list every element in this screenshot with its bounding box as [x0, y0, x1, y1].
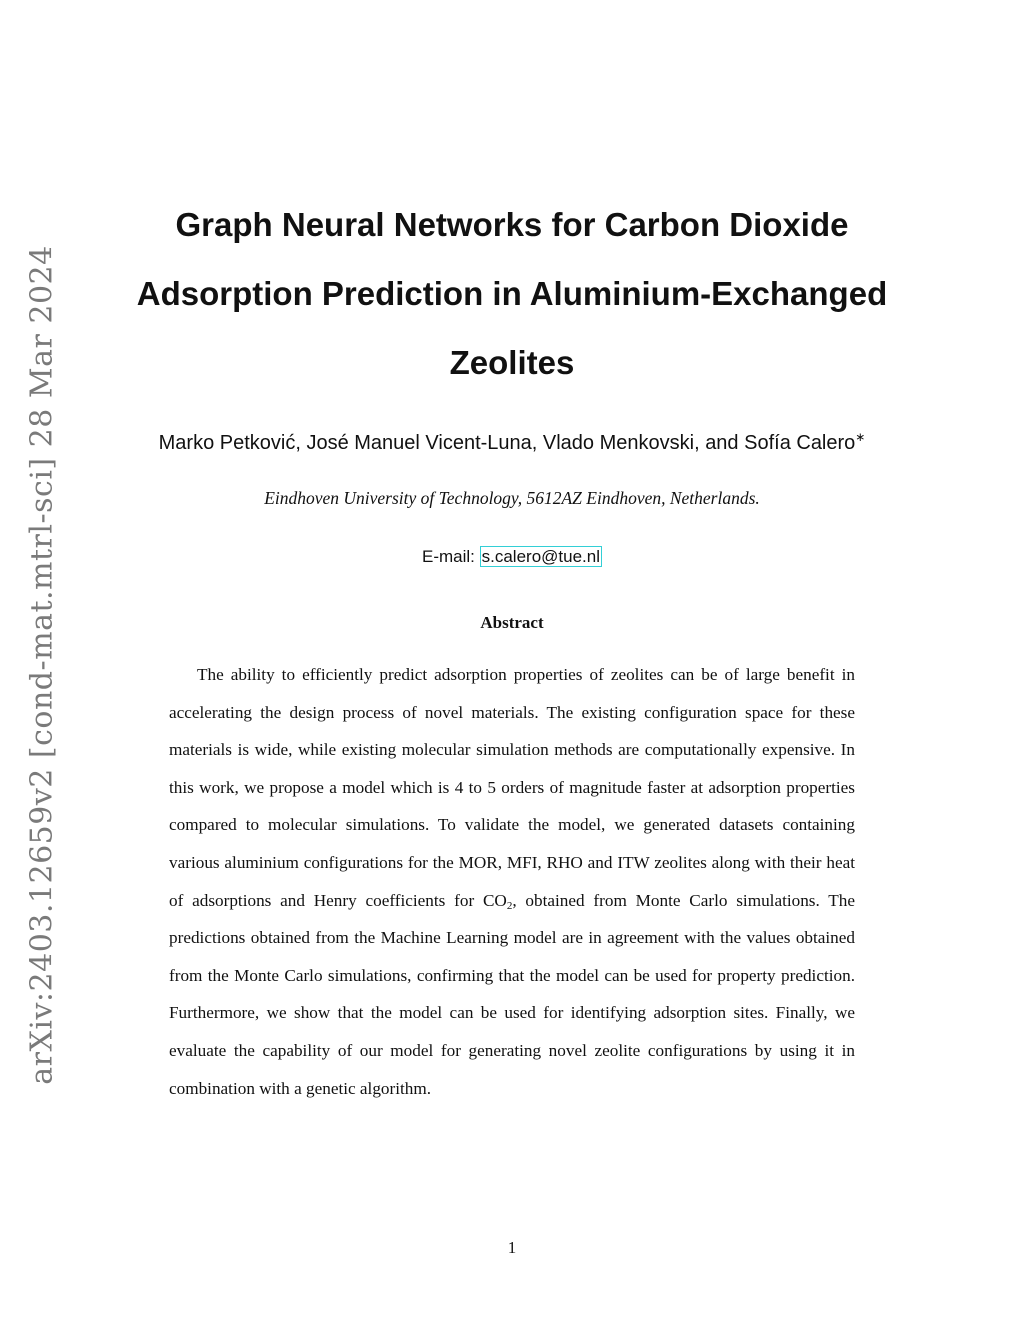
page-number: 1 — [507, 1238, 517, 1257]
email-line — [60, 544, 964, 570]
paper-title: Graph Neural Networks for Carbon Dioxide Adsorption Prediction in Aluminium-Exchanged Zeolites — [136, 206, 888, 381]
affiliation: Eindhoven University of Technology, 5612AZ Eindhoven, Netherlands. — [264, 488, 760, 508]
abstract-text-part-1: The ability to efficiently predict adsorption properties of zeolites can be of large benefit in accelerating the design process of novel materials. The existing configuration space for these materials is wide, while existing molecular simulation methods are computationally expensive. In this work, we propose a model which is 4 to 5 orders of magnitude faster at adsorption properties compared to molecular simulations. To validate the model, we generated datasets containing various aluminium configurations for the MOR, MFI, RHO and ITW zeolites along with their heat of adsorptions and Henry coefficients for CO — [169, 665, 855, 910]
abstract-heading: Abstract — [480, 613, 544, 632]
author-list — [60, 422, 964, 458]
corresponding-author-mark: ∗ — [855, 430, 866, 444]
email-label: E-mail: — [421, 547, 475, 566]
abstract-text-part-2: , obtained from Monte Carlo simulations. The predictions obtained from the Machine Learning model are in agreement with the values obtained from the Monte Carlo simulations, confirming that the model can be used for property prediction. Furthermore, we show that the model can be used for identifying adsorption sites. Finally, we evaluate the capability of our model for generating novel zeolite configurations by using it in combination with a genetic algorithm. — [169, 890, 855, 1098]
co2-subscript: 2 — [506, 899, 513, 912]
abstract-body — [169, 656, 855, 1107]
arxiv-identifier-stamp: arXiv:2403.12659v2 [cond-mat.mtrl-sci] 28 Mar 2024 — [24, 245, 60, 1085]
email-link[interactable]: s.calero@tue.nl — [481, 547, 600, 566]
author-names: Marko Petković, José Manuel Vicent-Luna, Vlado Menkovski, and Sofía Calero — [158, 432, 856, 454]
